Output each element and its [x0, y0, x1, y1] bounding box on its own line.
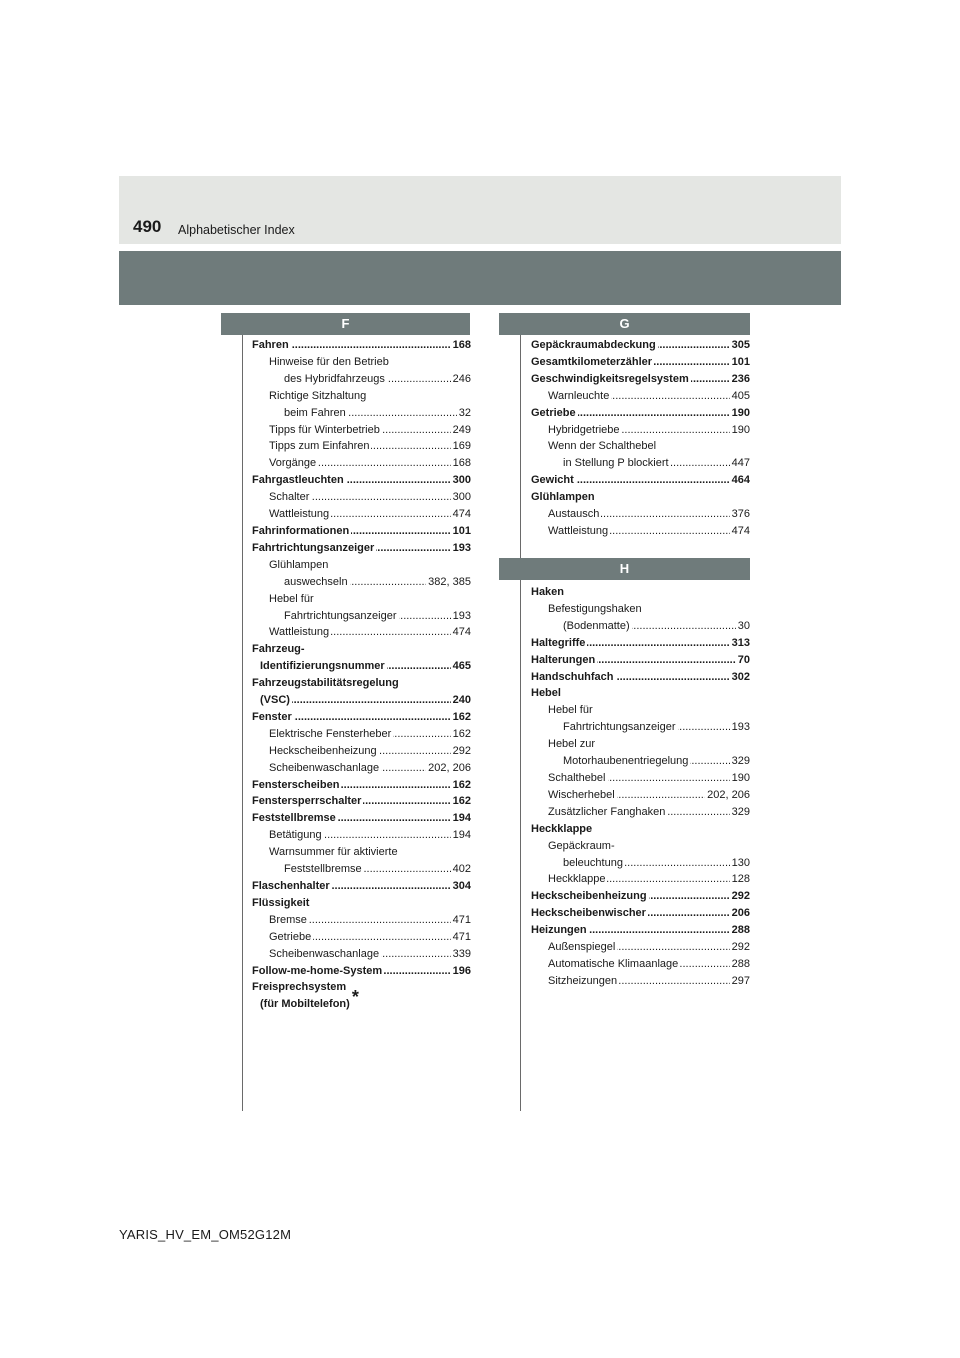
- index-entry: [252, 388, 471, 405]
- index-entry-page: 162: [451, 726, 471, 743]
- index-column-g: [531, 337, 750, 540]
- index-entry-text: Hebel: [531, 687, 561, 700]
- index-column-h: [531, 584, 750, 990]
- index-entry-page: 382, 385: [426, 574, 471, 591]
- index-entry-text: Elektrische Fensterheber: [269, 727, 392, 740]
- index-entry: [252, 658, 471, 675]
- index-entry-text: Scheibenwaschanlage: [269, 761, 380, 774]
- index-entry: [531, 922, 750, 939]
- index-entry-page: 128: [730, 871, 750, 888]
- index-entry-text: Heckklappe: [548, 873, 606, 886]
- index-entry: [252, 743, 471, 760]
- index-entry: [531, 489, 750, 506]
- index-entry-page: 196: [451, 963, 471, 980]
- index-entry-text: Sitzheizungen: [548, 974, 618, 987]
- index-entry: [252, 405, 471, 422]
- index-entry-page: 464: [730, 472, 750, 489]
- index-entry-text: Hebel zur: [548, 738, 596, 751]
- index-entry: [531, 337, 750, 354]
- index-entry: [531, 905, 750, 922]
- index-entry-text: Glühlampen: [269, 558, 329, 571]
- index-entry-page: 190: [730, 770, 750, 787]
- index-entry: [531, 354, 750, 371]
- index-entry-text: Gesamtkilometerzähler: [531, 355, 653, 368]
- index-entry-page: 190: [730, 405, 750, 422]
- index-entry-text: Follow-me-home-System: [252, 964, 383, 977]
- index-entry-text: Wattleistung: [269, 626, 330, 639]
- index-entry: [531, 939, 750, 956]
- index-entry: [252, 540, 471, 557]
- index-entry-page: 194: [451, 827, 471, 844]
- index-entry-page: 193: [451, 608, 471, 625]
- page-title: Alphabetischer Index: [178, 223, 295, 237]
- index-entry: [252, 641, 471, 658]
- index-entry-text: Richtige Sitzhaltung: [269, 389, 367, 402]
- index-entry: [252, 929, 471, 946]
- index-entry-page: 329: [730, 804, 750, 821]
- index-entry-text: Fenster: [252, 710, 292, 723]
- index-entry: [252, 946, 471, 963]
- index-entry-page: 162: [451, 793, 471, 810]
- index-entry: [252, 726, 471, 743]
- index-entry: [252, 979, 471, 996]
- index-entry-page: 194: [451, 810, 471, 827]
- index-entry: [531, 804, 750, 821]
- index-entry-page: 240: [451, 692, 471, 709]
- index-entry-page: 249: [451, 422, 471, 439]
- index-entry: [252, 963, 471, 980]
- index-entry-page: 339: [451, 946, 471, 963]
- index-entry: [252, 472, 471, 489]
- index-entry-text: Glühlampen: [531, 491, 595, 504]
- index-entry: [252, 506, 471, 523]
- index-entry: [531, 669, 750, 686]
- index-entry: [252, 422, 471, 439]
- index-entry-page: 376: [730, 506, 750, 523]
- index-entry-text: Fenstersperrschalter: [252, 795, 362, 808]
- index-entry: [531, 405, 750, 422]
- index-entry-text: Tipps für Winterbetrieb: [269, 423, 380, 436]
- index-entry-text: Automatische Klimaanlage: [548, 957, 679, 970]
- index-entry-page: 169: [451, 438, 471, 455]
- index-entry-page: 471: [451, 912, 471, 929]
- section-letter-h: H: [499, 558, 750, 580]
- index-entry-page: 168: [451, 337, 471, 354]
- index-entry-text: beim Fahren: [284, 406, 346, 419]
- document-code: YARIS_HV_EM_OM52G12M: [119, 1227, 292, 1242]
- index-entry-text: Vorgänge: [269, 457, 317, 470]
- index-entry-text: Freisprechsystem: [252, 981, 347, 994]
- index-entry: [252, 675, 471, 692]
- index-entry-text: (für Mobiltelefon): [260, 998, 350, 1011]
- index-entry-text: Bremse: [269, 913, 307, 926]
- index-entry-text: Heckscheibenheizung: [269, 744, 377, 757]
- index-entry-text: Geschwindigkeitsregelsystem: [531, 372, 689, 385]
- index-entry: [531, 523, 750, 540]
- index-entry: [531, 422, 750, 439]
- index-entry: [252, 489, 471, 506]
- index-entry-page: 70: [736, 652, 750, 669]
- index-entry-text: Heckscheibenwischer: [531, 907, 646, 920]
- index-entry: [252, 371, 471, 388]
- index-entry-text: Flaschenhalter: [252, 880, 330, 892]
- index-entry-text: Schalter: [269, 491, 310, 504]
- index-entry-text: Motorhaubenentriegelung: [563, 755, 689, 768]
- index-entry: [531, 584, 750, 601]
- index-entry: [252, 912, 471, 929]
- index-entry-text: Scheibenwaschanlage: [269, 947, 380, 960]
- index-entry-page: 101: [730, 354, 750, 371]
- index-entry-text: Fahrtrichtungsanzeiger: [563, 721, 676, 734]
- index-entry-text: Heckscheibenheizung: [531, 890, 647, 903]
- index-entry-text: Fahrzeugstabilitätsregelung: [252, 677, 399, 690]
- index-entry: [531, 635, 750, 652]
- index-entry-text: Warnsummer für aktivierte: [269, 846, 398, 859]
- index-entry: [531, 956, 750, 973]
- index-entry-page: 202, 206: [705, 787, 750, 804]
- index-entry-text: (Bodenmatte): [563, 619, 630, 632]
- index-entry: [252, 810, 471, 827]
- index-entry: [252, 709, 471, 726]
- index-entry: [252, 861, 471, 878]
- section-letter-g: G: [499, 313, 750, 335]
- index-entry: [531, 888, 750, 905]
- index-entry-page: 292: [451, 743, 471, 760]
- index-entry-page: 162: [451, 777, 471, 794]
- index-entry-text: Heckklappe: [531, 822, 593, 835]
- index-entry: [252, 760, 471, 777]
- index-entry-text: Halterungen: [531, 653, 596, 666]
- index-entry-page: 402: [451, 861, 471, 878]
- header-dark-band: [119, 251, 841, 305]
- index-entry-text: Heizungen: [531, 924, 587, 937]
- index-entry-text: Zusätzlicher Fanghaken: [548, 805, 666, 818]
- index-entry-text: Fahren: [252, 339, 289, 351]
- index-entry-text: Fensterscheiben: [252, 778, 340, 791]
- index-entry: [531, 973, 750, 990]
- index-entry: [531, 753, 750, 770]
- index-entry: [531, 821, 750, 838]
- index-entry: [252, 455, 471, 472]
- index-entry-page: 405: [730, 388, 750, 405]
- index-entry: [252, 624, 471, 641]
- index-entry-page: 474: [730, 523, 750, 540]
- index-entry: [252, 895, 471, 912]
- index-entry: [531, 855, 750, 872]
- index-entry-text: Tipps zum Einfahren: [269, 440, 370, 453]
- index-entry: [531, 652, 750, 669]
- index-entry-page: 193: [451, 540, 471, 557]
- index-entry-text: Gewicht: [531, 474, 574, 487]
- index-entry-page: 471: [451, 929, 471, 946]
- index-entry-page: 101: [451, 523, 471, 540]
- index-entry-text: Hinweise für den Betrieb: [269, 355, 389, 368]
- index-entry-text: auswechseln: [284, 575, 348, 588]
- index-column-f: [252, 337, 471, 1013]
- index-entry-text: Fahrtrichtungsanzeiger: [252, 541, 375, 554]
- index-entry-text: Feststellbremse: [284, 863, 362, 876]
- index-entry: [252, 523, 471, 540]
- index-entry-text: Wenn der Schalthebel: [548, 440, 657, 453]
- index-entry: [252, 692, 471, 709]
- index-entry-text: Befestigungshaken: [548, 602, 642, 615]
- index-entry-page: 193: [730, 719, 750, 736]
- index-entry-text: in Stellung P blockiert: [563, 457, 669, 470]
- index-entry: [531, 871, 750, 888]
- index-entry-text: Identifizierungsnummer: [260, 660, 385, 673]
- section-letter-f: F: [221, 313, 470, 335]
- index-entry-text: beleuchtung: [563, 856, 623, 869]
- index-entry-page: 304: [451, 878, 471, 895]
- index-entry-page: 474: [451, 506, 471, 523]
- index-entry-text: Fahrgastleuchten: [252, 474, 344, 487]
- index-entry: [531, 371, 750, 388]
- index-entry: [531, 770, 750, 787]
- index-entry: [252, 878, 471, 895]
- index-entry: [531, 388, 750, 405]
- index-entry: [531, 601, 750, 618]
- index-entry: [252, 337, 471, 354]
- index-entry-text: Hybridgetriebe: [548, 423, 620, 436]
- index-entry: [252, 574, 471, 591]
- index-entry-text: Fahrtrichtungsanzeiger: [284, 609, 397, 622]
- index-entry-page: 302: [730, 669, 750, 686]
- index-entry: [531, 685, 750, 702]
- index-entry-page: 300: [451, 489, 471, 506]
- index-entry: [531, 455, 750, 472]
- index-entry-text: Handschuhfach: [531, 670, 614, 683]
- index-entry: [531, 506, 750, 523]
- index-entry: [252, 438, 471, 455]
- index-entry-text: Getriebe: [269, 930, 312, 943]
- index-entry-text: Flüssigkeit: [252, 896, 310, 909]
- page-number: 490: [133, 217, 162, 236]
- index-entry-page: 168: [451, 455, 471, 472]
- index-entry-page: 305: [730, 337, 750, 354]
- index-entry-page: 465: [451, 658, 471, 675]
- index-entry: [531, 838, 750, 855]
- index-entry-text: Wischerhebel: [548, 788, 615, 801]
- index-entry-page: 30: [736, 618, 750, 635]
- index-entry-page: 288: [730, 956, 750, 973]
- index-entry-text: Feststellbremse: [252, 812, 336, 825]
- index-entry-text: Haltegriffe: [531, 636, 586, 649]
- index-entry-text: Hebel für: [269, 592, 314, 605]
- index-entry-text: Gepäckraum-: [548, 839, 615, 852]
- index-entry: [252, 777, 471, 794]
- index-entry-text: Fahrinformationen: [252, 524, 350, 537]
- index-entry-page: 190: [730, 422, 750, 439]
- index-entry-text: Wattleistung: [269, 508, 330, 521]
- index-entry: [531, 702, 750, 719]
- footnote-star: *: [351, 987, 359, 1008]
- column-divider-middle: [520, 335, 521, 1111]
- index-entry: [531, 438, 750, 455]
- index-entry: [531, 618, 750, 635]
- index-entry-text: Getriebe: [531, 406, 576, 419]
- index-entry-text: Austausch: [548, 508, 600, 521]
- index-entry-page: 130: [730, 855, 750, 872]
- index-entry: [531, 736, 750, 753]
- index-entry-page: 288: [730, 922, 750, 939]
- index-entry: [252, 354, 471, 371]
- index-entry-text: Haken: [531, 586, 565, 598]
- index-entry: [252, 793, 471, 810]
- index-entry-page: 292: [730, 939, 750, 956]
- index-entry: [252, 827, 471, 844]
- index-entry-text: Wattleistung: [548, 524, 609, 537]
- index-entry: [252, 557, 471, 574]
- column-divider-left: [242, 335, 243, 1111]
- index-entry-text: Betätigung: [269, 829, 322, 842]
- index-entry-page: 474: [451, 624, 471, 641]
- index-entry: [252, 608, 471, 625]
- index-entry-page: 300: [451, 472, 471, 489]
- index-entry-page: 447: [730, 455, 750, 472]
- index-entry: [531, 719, 750, 736]
- index-entry-page: 236: [730, 371, 750, 388]
- index-entry-text: Außenspiegel: [548, 941, 616, 954]
- index-entry-text: des Hybridfahrzeugs: [284, 372, 385, 385]
- index-entry-page: 32: [457, 405, 471, 422]
- index-entry-page: 202, 206: [426, 760, 471, 777]
- index-entry-text: Gepäckraumabdeckung: [531, 339, 656, 351]
- index-entry-page: 206: [730, 905, 750, 922]
- index-entry-text: Schalthebel: [548, 771, 606, 784]
- index-entry-page: 329: [730, 753, 750, 770]
- index-entry: [531, 472, 750, 489]
- index-entry-page: 292: [730, 888, 750, 905]
- index-entry-page: 162: [451, 709, 471, 726]
- index-entry-text: Fahrzeug-: [252, 643, 305, 656]
- index-entry-page: 297: [730, 973, 750, 990]
- index-entry-text: Hebel für: [548, 704, 593, 717]
- index-entry-text: (VSC): [260, 694, 290, 707]
- index-entry: [252, 844, 471, 861]
- index-entry-page: 313: [730, 635, 750, 652]
- index-entry: [252, 591, 471, 608]
- index-entry-page: 246: [451, 371, 471, 388]
- index-entry: [531, 787, 750, 804]
- index-entry-text: Warnleuchte: [548, 389, 610, 402]
